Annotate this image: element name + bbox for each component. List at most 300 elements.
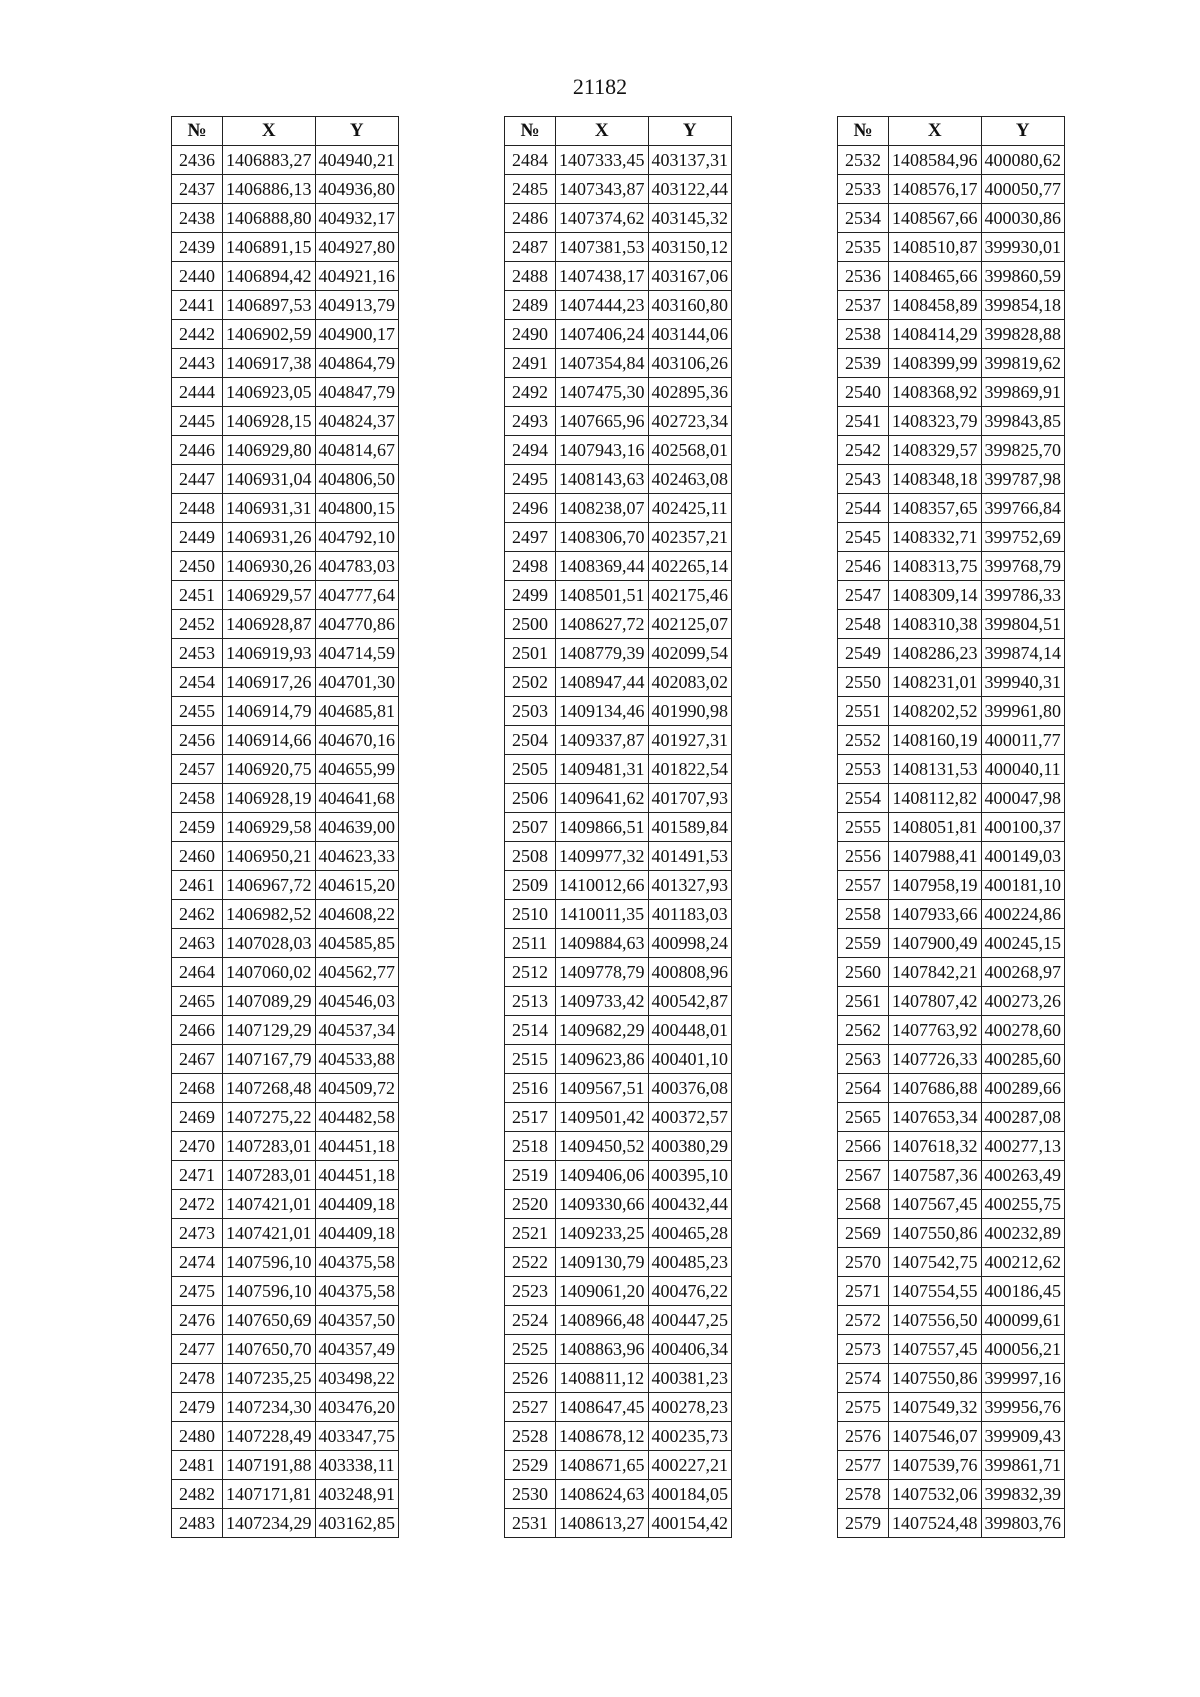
point-number-cell: 2457 (172, 755, 223, 784)
table-row (505, 494, 732, 523)
table-row (172, 1277, 399, 1306)
table-row (838, 320, 1065, 349)
x-coordinate-cell: 1408863,96 (556, 1335, 649, 1364)
point-number-cell: 2481 (172, 1451, 223, 1480)
table-row (172, 842, 399, 871)
point-number-cell: 2571 (838, 1277, 889, 1306)
y-coordinate-cell: 404623,33 (315, 842, 399, 871)
point-number-cell: 2561 (838, 987, 889, 1016)
table-row (505, 784, 732, 813)
y-coordinate-cell: 402463,08 (648, 465, 732, 494)
x-coordinate-cell: 1408414,29 (889, 320, 982, 349)
y-coordinate-cell: 400268,97 (981, 958, 1065, 987)
point-number-cell: 2482 (172, 1480, 223, 1509)
x-coordinate-cell: 1408576,17 (889, 175, 982, 204)
table-row (505, 378, 732, 407)
table-row (838, 1161, 1065, 1190)
point-number-cell: 2438 (172, 204, 223, 233)
y-coordinate-cell: 400224,86 (981, 900, 1065, 929)
y-coordinate-cell: 399787,98 (981, 465, 1065, 494)
table-row (838, 262, 1065, 291)
table-row (505, 523, 732, 552)
y-coordinate-cell: 402357,21 (648, 523, 732, 552)
y-coordinate-cell: 404783,03 (315, 552, 399, 581)
table-row (505, 1277, 732, 1306)
table-row (505, 175, 732, 204)
x-coordinate-cell: 1409884,63 (556, 929, 649, 958)
table-row (838, 697, 1065, 726)
table-row (172, 291, 399, 320)
point-number-cell: 2444 (172, 378, 223, 407)
y-coordinate-cell: 402425,11 (648, 494, 732, 523)
x-coordinate-cell: 1408465,66 (889, 262, 982, 291)
y-coordinate-cell: 400476,22 (648, 1277, 732, 1306)
table-row (505, 1248, 732, 1277)
y-coordinate-cell: 404641,68 (315, 784, 399, 813)
x-coordinate-cell: 1407381,53 (556, 233, 649, 262)
y-coordinate-cell: 404375,58 (315, 1277, 399, 1306)
x-coordinate-cell: 1409134,46 (556, 697, 649, 726)
point-number-cell: 2440 (172, 262, 223, 291)
y-header: Y (648, 117, 732, 146)
x-coordinate-cell: 1408501,51 (556, 581, 649, 610)
x-coordinate-cell: 1406923,05 (223, 378, 316, 407)
table-row (172, 1335, 399, 1364)
point-number-cell: 2501 (505, 639, 556, 668)
point-number-cell: 2459 (172, 813, 223, 842)
y-coordinate-cell: 404777,64 (315, 581, 399, 610)
point-number-cell: 2477 (172, 1335, 223, 1364)
y-coordinate-cell: 404409,18 (315, 1190, 399, 1219)
y-coordinate-cell: 399909,43 (981, 1422, 1065, 1451)
point-number-cell: 2563 (838, 1045, 889, 1074)
y-coordinate-cell: 400485,23 (648, 1248, 732, 1277)
x-coordinate-cell: 1407550,86 (889, 1364, 982, 1393)
y-coordinate-cell: 403498,22 (315, 1364, 399, 1393)
table-row (172, 668, 399, 697)
point-number-cell: 2490 (505, 320, 556, 349)
table-row (505, 1190, 732, 1219)
y-coordinate-cell: 399874,14 (981, 639, 1065, 668)
point-number-cell: 2489 (505, 291, 556, 320)
x-coordinate-cell: 1406967,72 (223, 871, 316, 900)
y-coordinate-cell: 399843,85 (981, 407, 1065, 436)
x-coordinate-cell: 1408368,92 (889, 378, 982, 407)
x-coordinate-cell: 1409501,42 (556, 1103, 649, 1132)
y-header: Y (315, 117, 399, 146)
x-coordinate-cell: 1408329,57 (889, 436, 982, 465)
point-number-cell: 2524 (505, 1306, 556, 1335)
x-coordinate-cell: 1407557,45 (889, 1335, 982, 1364)
point-number-cell: 2510 (505, 900, 556, 929)
table-row (838, 726, 1065, 755)
x-coordinate-cell: 1409061,20 (556, 1277, 649, 1306)
point-number-cell: 2520 (505, 1190, 556, 1219)
x-coordinate-cell: 1407283,01 (223, 1132, 316, 1161)
point-number-cell: 2540 (838, 378, 889, 407)
table-row (838, 842, 1065, 871)
y-coordinate-cell: 400154,42 (648, 1509, 732, 1538)
x-coordinate-cell: 1408238,07 (556, 494, 649, 523)
point-number-cell: 2449 (172, 523, 223, 552)
y-coordinate-cell: 404714,59 (315, 639, 399, 668)
y-coordinate-cell: 404685,81 (315, 697, 399, 726)
y-coordinate-cell: 400184,05 (648, 1480, 732, 1509)
point-number-cell: 2562 (838, 1016, 889, 1045)
y-coordinate-cell: 404847,79 (315, 378, 399, 407)
y-coordinate-cell: 403167,06 (648, 262, 732, 291)
x-coordinate-cell: 1408143,63 (556, 465, 649, 494)
y-coordinate-cell: 401927,31 (648, 726, 732, 755)
table-row (172, 175, 399, 204)
y-coordinate-cell: 400289,66 (981, 1074, 1065, 1103)
y-coordinate-cell: 404546,03 (315, 987, 399, 1016)
number-header: № (505, 117, 556, 146)
x-coordinate-cell: 1407129,29 (223, 1016, 316, 1045)
table-row (838, 1219, 1065, 1248)
y-coordinate-cell: 399786,33 (981, 581, 1065, 610)
table-row (505, 1219, 732, 1248)
table-row (505, 1103, 732, 1132)
y-coordinate-cell: 401990,98 (648, 697, 732, 726)
table-row (505, 465, 732, 494)
x-coordinate-cell: 1406928,15 (223, 407, 316, 436)
point-number-cell: 2564 (838, 1074, 889, 1103)
table-row (172, 581, 399, 610)
y-coordinate-cell: 399832,39 (981, 1480, 1065, 1509)
table-row (172, 320, 399, 349)
point-number-cell: 2521 (505, 1219, 556, 1248)
point-number-cell: 2537 (838, 291, 889, 320)
table-row (172, 987, 399, 1016)
x-coordinate-cell: 1408131,53 (889, 755, 982, 784)
y-coordinate-cell: 400376,08 (648, 1074, 732, 1103)
y-coordinate-cell: 399828,88 (981, 320, 1065, 349)
point-number-cell: 2464 (172, 958, 223, 987)
table-row (172, 697, 399, 726)
y-coordinate-cell: 402723,34 (648, 407, 732, 436)
table-row (172, 436, 399, 465)
table-row (172, 900, 399, 929)
table-row (505, 726, 732, 755)
x-coordinate-cell: 1407234,30 (223, 1393, 316, 1422)
x-header: X (889, 117, 982, 146)
table-row (838, 1277, 1065, 1306)
x-coordinate-cell: 1408306,70 (556, 523, 649, 552)
x-coordinate-cell: 1408369,44 (556, 552, 649, 581)
table-row (838, 349, 1065, 378)
y-coordinate-cell: 399825,70 (981, 436, 1065, 465)
table-row (172, 1190, 399, 1219)
y-coordinate-cell: 403160,80 (648, 291, 732, 320)
y-coordinate-cell: 404701,30 (315, 668, 399, 697)
y-coordinate-cell: 399930,01 (981, 233, 1065, 262)
y-coordinate-cell: 404814,67 (315, 436, 399, 465)
point-number-cell: 2574 (838, 1364, 889, 1393)
x-coordinate-cell: 1408323,79 (889, 407, 982, 436)
point-number-cell: 2558 (838, 900, 889, 929)
point-number-cell: 2473 (172, 1219, 223, 1248)
point-number-cell: 2569 (838, 1219, 889, 1248)
y-coordinate-cell: 400278,23 (648, 1393, 732, 1422)
table-row (505, 349, 732, 378)
table-row (172, 1393, 399, 1422)
point-number-cell: 2577 (838, 1451, 889, 1480)
y-coordinate-cell: 400099,61 (981, 1306, 1065, 1335)
table-row (505, 1393, 732, 1422)
x-coordinate-cell: 1406931,26 (223, 523, 316, 552)
x-coordinate-cell: 1407550,86 (889, 1219, 982, 1248)
table-row (838, 1335, 1065, 1364)
table-row (838, 436, 1065, 465)
y-coordinate-cell: 403122,44 (648, 175, 732, 204)
x-coordinate-cell: 1406891,15 (223, 233, 316, 262)
point-number-cell: 2508 (505, 842, 556, 871)
x-coordinate-cell: 1406929,58 (223, 813, 316, 842)
table-row (838, 378, 1065, 407)
point-number-cell: 2448 (172, 494, 223, 523)
point-number-cell: 2529 (505, 1451, 556, 1480)
y-coordinate-cell: 404864,79 (315, 349, 399, 378)
y-coordinate-cell: 402083,02 (648, 668, 732, 697)
x-coordinate-cell: 1407933,66 (889, 900, 982, 929)
point-number-cell: 2479 (172, 1393, 223, 1422)
point-number-cell: 2504 (505, 726, 556, 755)
point-number-cell: 2454 (172, 668, 223, 697)
point-number-cell: 2468 (172, 1074, 223, 1103)
y-coordinate-cell: 400285,60 (981, 1045, 1065, 1074)
point-number-cell: 2518 (505, 1132, 556, 1161)
table-row (172, 233, 399, 262)
point-number-cell: 2446 (172, 436, 223, 465)
table-row (838, 871, 1065, 900)
table-row (172, 1132, 399, 1161)
x-coordinate-cell: 1407549,32 (889, 1393, 982, 1422)
y-coordinate-cell: 400448,01 (648, 1016, 732, 1045)
x-coordinate-cell: 1408647,45 (556, 1393, 649, 1422)
y-coordinate-cell: 400100,37 (981, 813, 1065, 842)
table-row (172, 1219, 399, 1248)
x-coordinate-cell: 1407596,10 (223, 1248, 316, 1277)
table-row (172, 639, 399, 668)
point-number-cell: 2505 (505, 755, 556, 784)
y-coordinate-cell: 400235,73 (648, 1422, 732, 1451)
x-coordinate-cell: 1408286,23 (889, 639, 982, 668)
x-coordinate-cell: 1408313,75 (889, 552, 982, 581)
y-coordinate-cell: 400465,28 (648, 1219, 732, 1248)
table-row (505, 958, 732, 987)
point-number-cell: 2522 (505, 1248, 556, 1277)
table-row (505, 929, 732, 958)
point-number-cell: 2472 (172, 1190, 223, 1219)
point-number-cell: 2565 (838, 1103, 889, 1132)
x-header: X (556, 117, 649, 146)
table-row (172, 1451, 399, 1480)
x-coordinate-cell: 1407343,87 (556, 175, 649, 204)
x-coordinate-cell: 1407089,29 (223, 987, 316, 1016)
point-number-cell: 2450 (172, 552, 223, 581)
y-coordinate-cell: 401707,93 (648, 784, 732, 813)
table-row (838, 1248, 1065, 1277)
y-coordinate-cell: 404900,17 (315, 320, 399, 349)
x-coordinate-cell: 1407444,23 (556, 291, 649, 320)
table-row (505, 1335, 732, 1364)
y-coordinate-cell: 399861,71 (981, 1451, 1065, 1480)
table-row (172, 349, 399, 378)
y-coordinate-cell: 403476,20 (315, 1393, 399, 1422)
point-number-cell: 2495 (505, 465, 556, 494)
point-number-cell: 2465 (172, 987, 223, 1016)
table-row (838, 1306, 1065, 1335)
y-coordinate-cell: 403106,26 (648, 349, 732, 378)
table-row (172, 1248, 399, 1277)
x-coordinate-cell: 1407807,42 (889, 987, 982, 1016)
point-number-cell: 2515 (505, 1045, 556, 1074)
coordinate-table-1 (171, 116, 399, 1538)
x-coordinate-cell: 1407234,29 (223, 1509, 316, 1538)
table-row (172, 1422, 399, 1451)
table-row (505, 1422, 732, 1451)
table-row (838, 900, 1065, 929)
point-number-cell: 2445 (172, 407, 223, 436)
y-coordinate-cell: 400181,10 (981, 871, 1065, 900)
y-coordinate-cell: 404533,88 (315, 1045, 399, 1074)
table-row (838, 668, 1065, 697)
y-coordinate-cell: 400047,98 (981, 784, 1065, 813)
x-coordinate-cell: 1409567,51 (556, 1074, 649, 1103)
point-number-cell: 2527 (505, 1393, 556, 1422)
header-row (172, 117, 399, 146)
point-number-cell: 2576 (838, 1422, 889, 1451)
table-row (172, 958, 399, 987)
x-coordinate-cell: 1407374,62 (556, 204, 649, 233)
y-coordinate-cell: 404375,58 (315, 1248, 399, 1277)
table-row (172, 610, 399, 639)
x-coordinate-cell: 1407686,88 (889, 1074, 982, 1103)
point-number-cell: 2507 (505, 813, 556, 842)
x-coordinate-cell: 1406982,52 (223, 900, 316, 929)
y-coordinate-cell: 400406,34 (648, 1335, 732, 1364)
point-number-cell: 2533 (838, 175, 889, 204)
point-number-cell: 2526 (505, 1364, 556, 1393)
point-number-cell: 2547 (838, 581, 889, 610)
table-row (172, 1364, 399, 1393)
x-coordinate-cell: 1407532,06 (889, 1480, 982, 1509)
point-number-cell: 2545 (838, 523, 889, 552)
x-coordinate-cell: 1408627,72 (556, 610, 649, 639)
x-coordinate-cell: 1407546,07 (889, 1422, 982, 1451)
point-number-cell: 2525 (505, 1335, 556, 1364)
y-coordinate-cell: 404537,34 (315, 1016, 399, 1045)
y-coordinate-cell: 400381,23 (648, 1364, 732, 1393)
point-number-cell: 2485 (505, 175, 556, 204)
x-coordinate-cell: 1408671,65 (556, 1451, 649, 1480)
table-row (838, 1393, 1065, 1422)
table-row (838, 1045, 1065, 1074)
y-coordinate-cell: 401183,03 (648, 900, 732, 929)
x-coordinate-cell: 1407171,81 (223, 1480, 316, 1509)
y-coordinate-cell: 400287,08 (981, 1103, 1065, 1132)
x-coordinate-cell: 1407354,84 (556, 349, 649, 378)
x-coordinate-cell: 1406929,57 (223, 581, 316, 610)
table-row (838, 1074, 1065, 1103)
table-row (172, 378, 399, 407)
table-row (172, 755, 399, 784)
number-header: № (172, 117, 223, 146)
x-coordinate-cell: 1407650,70 (223, 1335, 316, 1364)
x-coordinate-cell: 1406917,38 (223, 349, 316, 378)
point-number-cell: 2560 (838, 958, 889, 987)
point-number-cell: 2542 (838, 436, 889, 465)
x-coordinate-cell: 1407900,49 (889, 929, 982, 958)
table-row (172, 146, 399, 175)
x-coordinate-cell: 1409406,06 (556, 1161, 649, 1190)
point-number-cell: 2509 (505, 871, 556, 900)
y-coordinate-cell: 403137,31 (648, 146, 732, 175)
point-number-cell: 2475 (172, 1277, 223, 1306)
table-row (838, 755, 1065, 784)
table-row (505, 233, 732, 262)
table-row (505, 436, 732, 465)
y-coordinate-cell: 400056,21 (981, 1335, 1065, 1364)
x-coordinate-cell: 1407943,16 (556, 436, 649, 465)
point-number-cell: 2530 (505, 1480, 556, 1509)
x-coordinate-cell: 1407028,03 (223, 929, 316, 958)
point-number-cell: 2452 (172, 610, 223, 639)
y-header: Y (981, 117, 1065, 146)
y-coordinate-cell: 400998,24 (648, 929, 732, 958)
point-number-cell: 2474 (172, 1248, 223, 1277)
x-coordinate-cell: 1408310,38 (889, 610, 982, 639)
point-number-cell: 2506 (505, 784, 556, 813)
point-number-cell: 2554 (838, 784, 889, 813)
x-coordinate-cell: 1407958,19 (889, 871, 982, 900)
table-row (838, 233, 1065, 262)
y-coordinate-cell: 399854,18 (981, 291, 1065, 320)
y-coordinate-cell: 404792,10 (315, 523, 399, 552)
x-coordinate-cell: 1409682,29 (556, 1016, 649, 1045)
table-row (172, 523, 399, 552)
table-row (172, 929, 399, 958)
point-number-cell: 2544 (838, 494, 889, 523)
table-row (505, 407, 732, 436)
y-coordinate-cell: 404482,58 (315, 1103, 399, 1132)
x-coordinate-cell: 1406888,80 (223, 204, 316, 233)
y-coordinate-cell: 403150,12 (648, 233, 732, 262)
y-coordinate-cell: 404932,17 (315, 204, 399, 233)
x-coordinate-cell: 1408567,66 (889, 204, 982, 233)
point-number-cell: 2566 (838, 1132, 889, 1161)
point-number-cell: 2512 (505, 958, 556, 987)
point-number-cell: 2548 (838, 610, 889, 639)
table-row (505, 697, 732, 726)
y-coordinate-cell: 400273,26 (981, 987, 1065, 1016)
x-coordinate-cell: 1407587,36 (889, 1161, 982, 1190)
table-row (838, 465, 1065, 494)
table-row (505, 1045, 732, 1074)
table-row (172, 1480, 399, 1509)
point-number-cell: 2496 (505, 494, 556, 523)
point-number-cell: 2550 (838, 668, 889, 697)
x-coordinate-cell: 1407191,88 (223, 1451, 316, 1480)
x-coordinate-cell: 1408348,18 (889, 465, 982, 494)
x-coordinate-cell: 1408811,12 (556, 1364, 649, 1393)
point-number-cell: 2519 (505, 1161, 556, 1190)
table-row (505, 1306, 732, 1335)
point-number-cell: 2466 (172, 1016, 223, 1045)
x-coordinate-cell: 1407542,75 (889, 1248, 982, 1277)
y-coordinate-cell: 403162,85 (315, 1509, 399, 1538)
